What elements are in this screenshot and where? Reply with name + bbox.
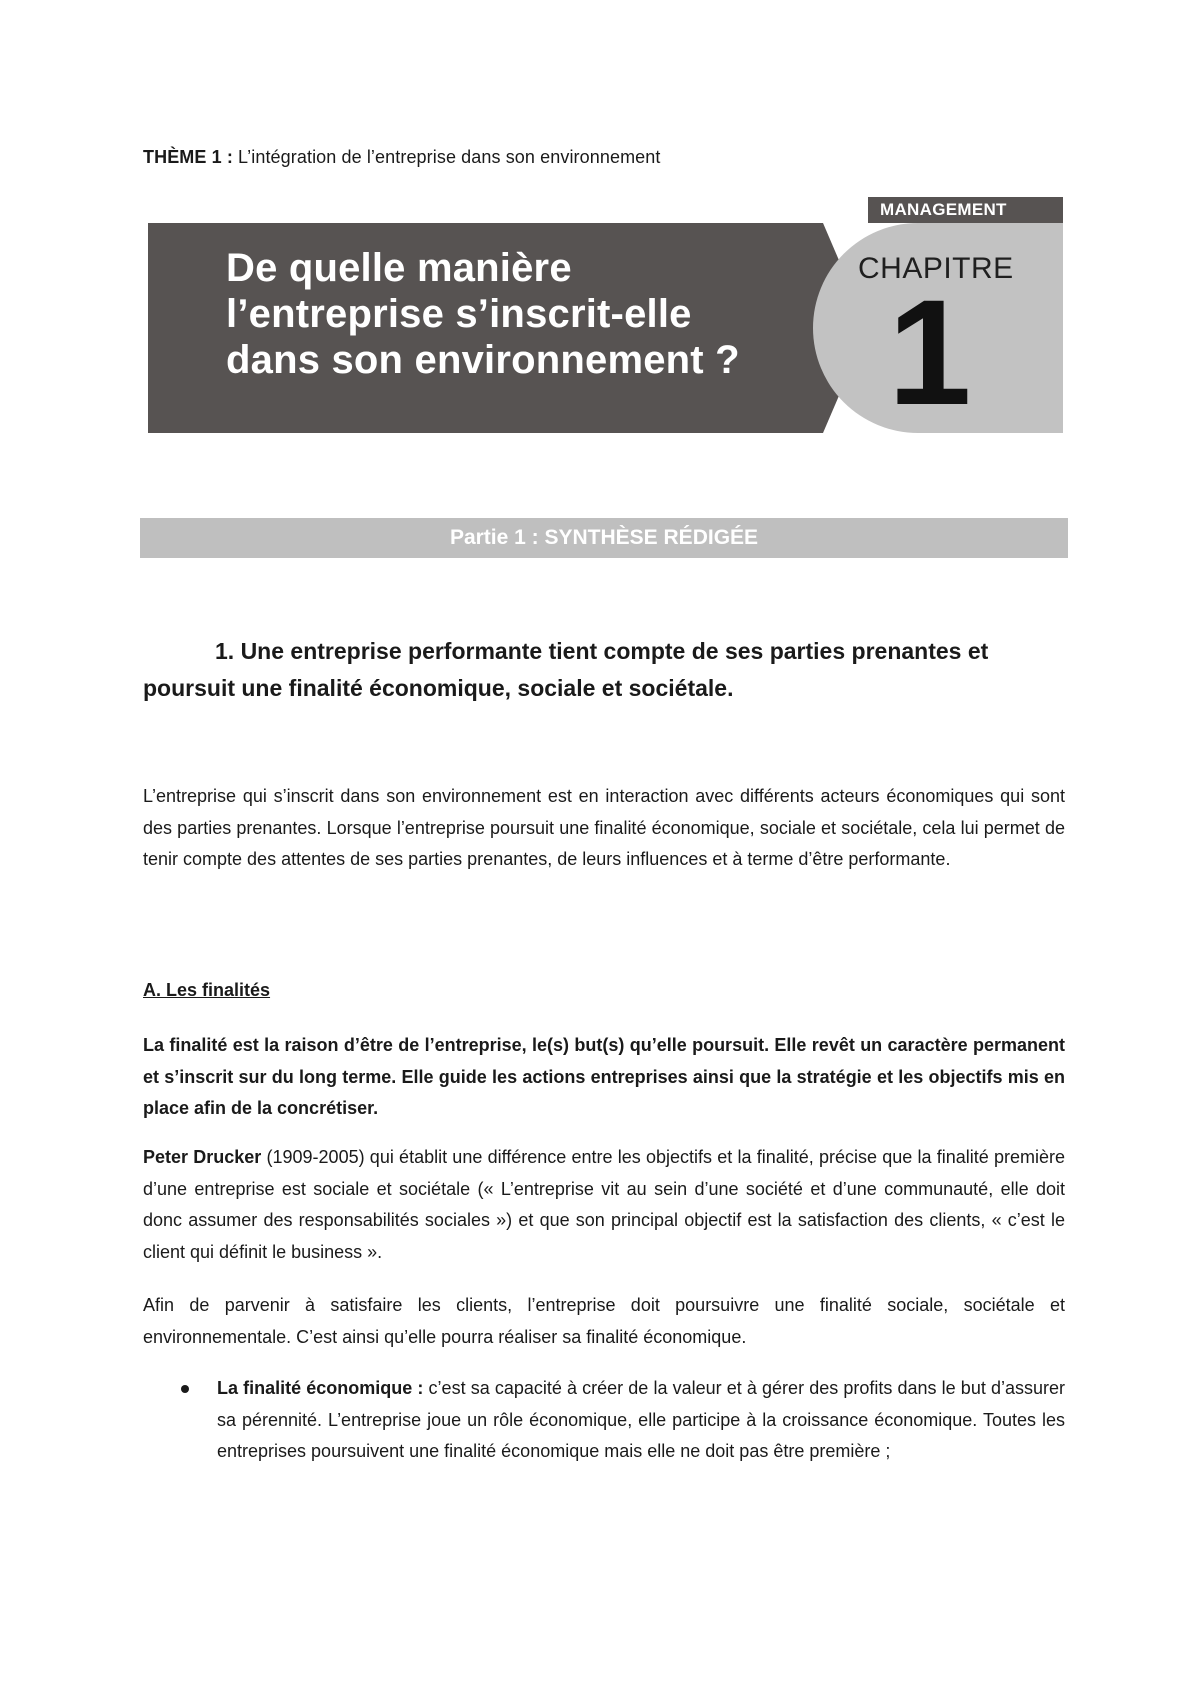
- drucker-text: (1909-2005) qui établit une différence entre les objectifs et la finalité, précise que la finalité première d’une entreprise est sociale et sociétale (« L’entreprise vit au sein d’une société et d’une communauté, elle doit donc assumer des responsabilités sociales ») et que son principal objectif est la satisfaction des clients, « c’est le client qui définit le business ».: [143, 1147, 1065, 1262]
- theme-header: [143, 147, 661, 168]
- bullet-term: La finalité économique :: [217, 1378, 424, 1398]
- finalites-list: [143, 1373, 1065, 1468]
- afin-paragraph: Afin de parvenir à satisfaire les clients, l’entreprise doit poursuivre une finalité sociale, sociétale et environnementale. C’est ainsi qu’elle pourra réaliser sa finalité économique.: [143, 1295, 1065, 1347]
- bullet-text: c’est sa capacité à créer de la valeur et à gérer des profits dans le but d’assurer sa pérennité. L’entreprise joue un rôle économique, elle participe à la croissance économique. Toutes les entreprises poursuivent une finalité économique mais elle ne doit pas être première ;: [217, 1378, 1065, 1461]
- banner-question-line: dans son environnement ?: [226, 338, 740, 382]
- subsection-heading: A. Les finalités: [143, 980, 271, 1000]
- definition-paragraph: La finalité est la raison d’être de l’entreprise, le(s) but(s) qu’elle poursuit. Elle revêt un caractère permanent et s’inscrit sur du long terme. Elle guide les actions entreprises ainsi que la stratégie et les objectifs mis en place afin de la concrétiser.: [143, 1035, 1065, 1118]
- intro-paragraph: L’entreprise qui s’inscrit dans son environnement est en interaction avec différents acteurs économiques qui sont des parties prenantes. Lorsque l’entreprise poursuit une finalité économique, sociale et sociétale, cela lui permet de tenir compte des attentes de ses parties prenantes, de leurs influences et à terme d’être performante.: [143, 786, 1065, 869]
- part-title-bar: Partie 1 : SYNTHÈSE RÉDIGÉE: [140, 518, 1068, 558]
- theme-label: THÈME 1 :: [143, 147, 233, 167]
- list-item: [143, 1373, 1065, 1468]
- section-heading: [143, 633, 1068, 707]
- theme-title: L’intégration de l’entreprise dans son environnement: [238, 147, 661, 167]
- banner-question-line: De quelle manière: [226, 246, 572, 290]
- banner-question-line: l’entreprise s’inscrit-elle: [226, 292, 692, 336]
- chapter-banner: [148, 197, 1063, 436]
- bullet-icon: [181, 1385, 189, 1393]
- drucker-paragraph: [143, 1142, 1065, 1268]
- banner-question: [226, 245, 740, 383]
- category-tag: MANAGEMENT: [868, 197, 1063, 223]
- chapter-number: 1: [888, 268, 972, 436]
- chapter-label: CHAPITRE: [858, 252, 1014, 285]
- section-heading-text: 1. Une entreprise performante tient compte de ses parties prenantes et poursuit une finalité économique, sociale et sociétale.: [143, 638, 989, 701]
- drucker-name: Peter Drucker: [143, 1147, 262, 1167]
